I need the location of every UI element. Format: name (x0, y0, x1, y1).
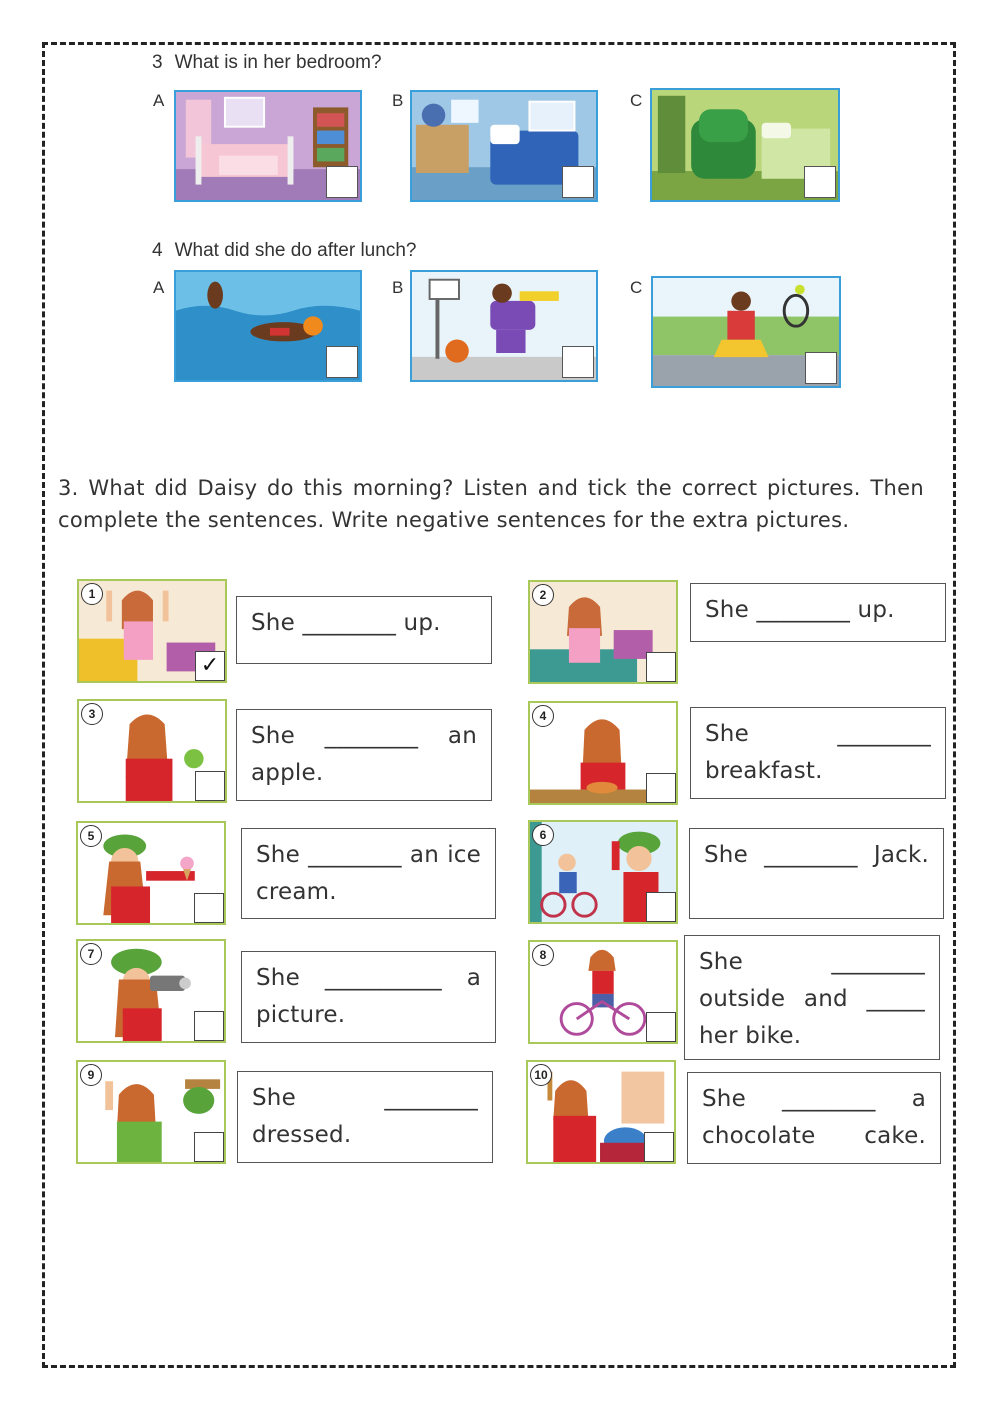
item-number-badge: 8 (532, 944, 554, 966)
pink-bedroom-picture (174, 90, 362, 202)
option-letter: B (392, 91, 404, 110)
question-4-title: 4 What did she do after lunch? (152, 240, 417, 261)
tick-box[interactable] (194, 1132, 224, 1162)
option-letter: C (630, 91, 643, 110)
item-number-badge: 6 (532, 824, 554, 846)
sentence-box-8[interactable]: She ________ outside and _____ her bike. (684, 935, 940, 1060)
tick-box[interactable] (644, 1132, 674, 1162)
item-number-badge: 5 (80, 825, 102, 847)
answer-tickbox[interactable] (326, 166, 358, 198)
exercise-instructions: 3. What did Daisy do this morning? Listen and tick the correct pictures. Then complete the sentences. Write negative sentences for the extra pictures. (58, 476, 924, 532)
answer-tickbox[interactable] (562, 346, 594, 378)
item-picture-4 (528, 701, 678, 805)
basketball-picture (410, 270, 598, 382)
tick-box[interactable] (646, 773, 676, 803)
sentence-box-10[interactable]: She ________ a chocolate cake. (687, 1072, 941, 1164)
tick-box[interactable] (646, 892, 676, 922)
answer-tickbox[interactable] (805, 352, 837, 384)
option-letter: C (630, 278, 643, 297)
option-letter: B (392, 278, 404, 297)
tick-box[interactable]: ✓ (195, 651, 225, 681)
tick-box[interactable] (194, 1011, 224, 1041)
item-number-badge: 10 (530, 1064, 552, 1086)
item-picture-2 (528, 580, 678, 684)
sentence-box-4[interactable]: She ________ breakfast. (690, 707, 946, 799)
item-number-badge: 3 (81, 703, 103, 725)
item-number-badge: 4 (532, 705, 554, 727)
tick-box[interactable] (194, 893, 224, 923)
sentence-box-5[interactable]: She ________ an ice cream. (241, 828, 496, 919)
tick-box[interactable] (195, 771, 225, 801)
item-picture-9 (76, 1060, 226, 1164)
tennis-picture (651, 276, 841, 388)
blue-bedroom-picture (410, 90, 598, 202)
answer-tickbox[interactable] (804, 166, 836, 198)
option-letter: A (153, 91, 165, 110)
item-picture-3 (77, 699, 227, 803)
answer-tickbox[interactable] (326, 346, 358, 378)
answer-tickbox[interactable] (562, 166, 594, 198)
tick-box[interactable] (646, 1012, 676, 1042)
option-letter: A (153, 278, 165, 297)
sentence-box-1[interactable]: She ________ up. (236, 596, 492, 664)
item-number-badge: 1 (81, 583, 103, 605)
tick-box[interactable] (646, 652, 676, 682)
question-3-title: 3 What is in her bedroom? (152, 52, 382, 73)
green-room-picture (650, 88, 840, 202)
item-picture-10 (526, 1060, 676, 1164)
swimming-picture (174, 270, 362, 382)
item-picture-7 (76, 939, 226, 1043)
sentence-box-6[interactable]: She ________ Jack. (689, 828, 944, 919)
sentence-box-7[interactable]: She __________ a picture. (241, 951, 496, 1043)
sentence-box-2[interactable]: She ________ up. (690, 583, 946, 642)
sentence-box-9[interactable]: She ________ dressed. (237, 1071, 493, 1163)
item-number-badge: 7 (80, 943, 102, 965)
item-picture-6 (528, 820, 678, 924)
sentence-box-3[interactable]: She ________ an apple. (236, 709, 492, 801)
item-picture-5 (76, 821, 226, 925)
item-number-badge: 9 (80, 1064, 102, 1086)
item-number-badge: 2 (532, 584, 554, 606)
item-picture-1 (77, 579, 227, 683)
item-picture-8 (528, 940, 678, 1044)
